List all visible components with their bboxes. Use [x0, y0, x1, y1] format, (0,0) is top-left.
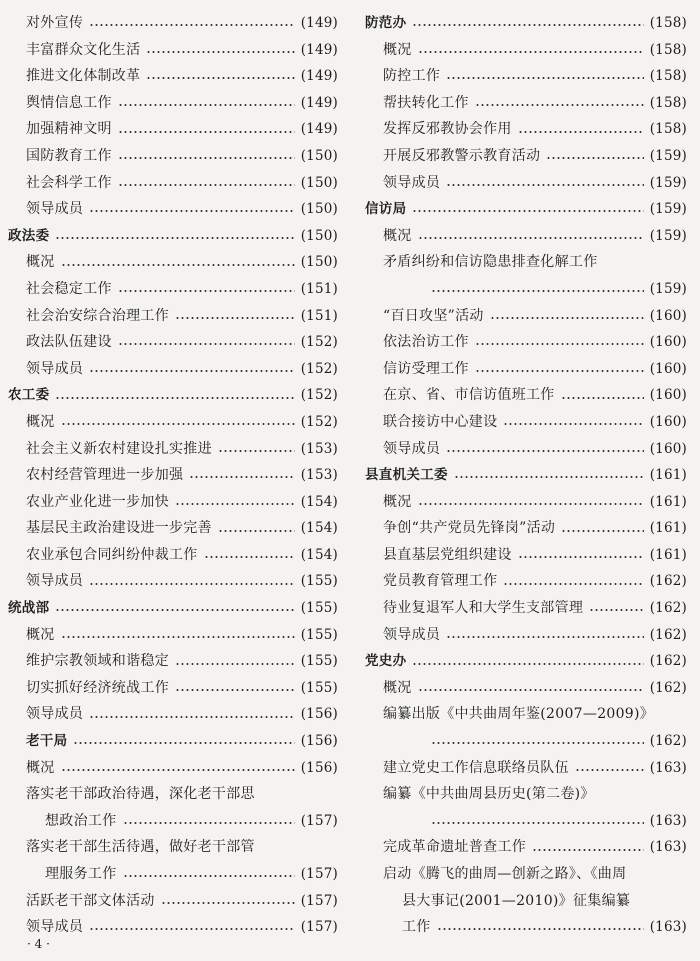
toc-entry-title: 党史办 [365, 653, 407, 670]
toc-entry-title: 领导成员 [383, 440, 441, 457]
toc-entry-title: 防控工作 [383, 68, 441, 85]
toc-section-heading [8, 382, 338, 409]
toc-entry [365, 728, 687, 755]
leader-dots [55, 397, 294, 399]
toc-entry [8, 143, 338, 170]
toc-entry [365, 515, 687, 542]
leader-dots [532, 849, 644, 851]
toc-page-ref: (161) [649, 467, 687, 484]
toc-entry-title: 编纂出版《中共曲周年鉴(2007—2009)》 [383, 706, 655, 723]
toc-entry [365, 63, 687, 90]
leader-dots [431, 822, 644, 824]
toc-page-ref: (163) [649, 919, 687, 936]
toc-entry [365, 675, 687, 702]
toc-entry-title: 基层民主政治建设进一步完善 [26, 520, 212, 537]
leader-dots [73, 742, 294, 744]
toc-section-heading [365, 10, 687, 37]
toc-entry [365, 595, 687, 622]
toc-entry [365, 914, 687, 941]
toc-page-ref: (159) [649, 147, 687, 164]
leader-dots [518, 131, 644, 133]
toc-entry-title: 领导成员 [26, 360, 84, 377]
toc-entry [8, 303, 338, 330]
toc-page-ref: (152) [300, 334, 338, 351]
leader-dots [189, 476, 294, 478]
toc-entry [365, 249, 687, 276]
toc-entry [8, 409, 338, 436]
leader-dots [475, 370, 644, 372]
toc-page-ref: (154) [300, 520, 338, 537]
toc-entry [365, 329, 687, 356]
toc-section-heading [365, 648, 687, 675]
toc-entry-title: 概况 [383, 679, 412, 696]
toc-entry-title: 编纂《中共曲周县历史(第二卷)》 [383, 786, 595, 803]
toc-entry [365, 382, 687, 409]
toc-page-ref: (152) [300, 387, 338, 404]
toc-entry-title: 领导成员 [26, 573, 84, 590]
toc-entry-title: 待业复退军人和大学生支部管理 [383, 600, 584, 617]
toc-entry [8, 675, 338, 702]
toc-entry-title: 发挥反邪教协会作用 [383, 121, 512, 138]
toc-entry [365, 276, 687, 303]
toc-entry-title: 社会稳定工作 [26, 280, 112, 297]
leader-dots [204, 556, 295, 558]
toc-page-ref: (158) [649, 94, 687, 111]
toc-entry [8, 808, 338, 835]
toc-page-ref: (155) [300, 573, 338, 590]
toc-section-heading [365, 462, 687, 489]
leader-dots [589, 609, 643, 611]
leader-dots [412, 663, 643, 665]
toc-entry-title: 完成革命遗址普查工作 [383, 839, 526, 856]
leader-dots [55, 609, 294, 611]
page-number: · 4 · [27, 937, 50, 951]
leader-dots [446, 450, 643, 452]
toc-page-ref: (162) [649, 573, 687, 590]
toc-entry-title: 想政治工作 [45, 812, 117, 829]
leader-dots [431, 290, 644, 292]
toc-entry-title: 领导成员 [383, 174, 441, 191]
toc-entry [8, 10, 338, 37]
leader-dots [431, 742, 644, 744]
toc-page-ref: (154) [300, 546, 338, 563]
leader-dots [118, 131, 295, 133]
toc-page-ref: (151) [300, 280, 338, 297]
toc-entry-title: 矛盾纠纷和信访隐患排查化解工作 [383, 254, 598, 271]
leader-dots [61, 769, 295, 771]
toc-page-ref: (162) [649, 733, 687, 750]
toc-page-ref: (157) [300, 892, 338, 909]
toc-entry-title: 推进文化体制改革 [26, 68, 141, 85]
toc-entry-title: 社会主义新农村建设扎实推进 [26, 440, 212, 457]
toc-page-ref: (160) [649, 360, 687, 377]
toc-page-ref: (153) [300, 467, 338, 484]
toc-entry [8, 63, 338, 90]
leader-dots [118, 184, 295, 186]
toc-page-ref: (162) [649, 679, 687, 696]
toc-entry-title: 县大事记(2001—2010)》征集编纂 [402, 892, 631, 909]
leader-dots [503, 423, 643, 425]
toc-entry-title: 老干局 [26, 733, 68, 750]
toc-entry [365, 489, 687, 516]
toc-entry-title: 概况 [383, 227, 412, 244]
toc-entry [8, 781, 338, 808]
toc-page-ref: (149) [300, 68, 338, 85]
leader-dots [61, 636, 295, 638]
toc-page-ref: (158) [649, 68, 687, 85]
toc-right-column [365, 10, 687, 941]
toc-entry [365, 356, 687, 383]
toc-entry-title: 维护宗教领域和谐稳定 [26, 653, 169, 670]
toc-entry-title: 党员教育管理工作 [383, 573, 498, 590]
toc-page-ref: (161) [649, 546, 687, 563]
toc-entry-title: 概况 [26, 254, 55, 271]
toc-entry [365, 116, 687, 143]
toc-page-ref: (161) [649, 493, 687, 510]
toc-entry-title: 概况 [383, 41, 412, 58]
toc-entry-title: 在京、省、市信访值班工作 [383, 387, 555, 404]
toc-section-heading [8, 728, 338, 755]
toc-entry [8, 622, 338, 649]
toc-entry-title: 落实老干部生活待遇，做好老干部管 [26, 839, 255, 856]
leader-dots [561, 397, 644, 399]
leader-dots [89, 583, 294, 585]
toc-section-heading [8, 223, 338, 250]
leader-dots [475, 343, 644, 345]
toc-entry [8, 276, 338, 303]
toc-entry-title: 农工委 [8, 387, 50, 404]
toc-entry-title: 领导成员 [26, 919, 84, 936]
toc-page-ref: (158) [649, 15, 687, 31]
toc-entry [365, 568, 687, 595]
toc-entry [8, 888, 338, 915]
toc-entry [365, 223, 687, 250]
toc-entry [365, 861, 687, 888]
toc-entry-title: 领导成员 [26, 201, 84, 218]
toc-page-ref: (163) [649, 839, 687, 856]
leader-dots [89, 370, 294, 372]
toc-entry [8, 37, 338, 64]
toc-page-ref: (157) [300, 812, 338, 829]
toc-entry-title: 丰富群众文化生活 [26, 41, 141, 58]
toc-page-ref: (155) [300, 679, 338, 696]
leader-dots [446, 184, 643, 186]
leader-dots [89, 716, 294, 718]
toc-entry [365, 37, 687, 64]
toc-page-ref: (158) [649, 41, 687, 58]
toc-entry-title: 联合接访中心建设 [383, 413, 498, 430]
leader-dots [418, 689, 644, 691]
toc-entry [8, 436, 338, 463]
leader-dots [437, 928, 644, 930]
leader-dots [118, 343, 295, 345]
leader-dots [503, 583, 643, 585]
toc-entry [8, 834, 338, 861]
toc-entry [365, 622, 687, 649]
toc-entry [8, 462, 338, 489]
toc-entry-title: 政法队伍建设 [26, 334, 112, 351]
toc-entry-title: 概况 [26, 759, 55, 776]
leader-dots [546, 157, 643, 159]
toc-entry-title: 概况 [383, 493, 412, 510]
toc-entry-title: 防范办 [365, 15, 407, 31]
toc-page-ref: (152) [300, 413, 338, 430]
toc-page-ref: (156) [300, 759, 338, 776]
toc-page-ref: (149) [300, 41, 338, 58]
toc-entry [365, 409, 687, 436]
leader-dots [575, 769, 644, 771]
toc-entry [8, 914, 338, 941]
toc-entry [365, 303, 687, 330]
toc-entry-title: 县直基层党组织建设 [383, 546, 512, 563]
toc-entry [365, 701, 687, 728]
toc-section-heading [365, 196, 687, 223]
leader-dots [161, 902, 295, 904]
toc-entry-title: 开展反邪教警示教育活动 [383, 147, 541, 164]
leader-dots [61, 423, 295, 425]
toc-page-ref: (160) [649, 334, 687, 351]
toc-page-ref: (160) [649, 440, 687, 457]
toc-page-ref: (155) [300, 626, 338, 643]
toc-entry [8, 542, 338, 569]
toc-entry [8, 755, 338, 782]
toc-entry [365, 888, 687, 915]
toc-page-ref: (158) [649, 121, 687, 138]
toc-entry [365, 143, 687, 170]
toc-page-ref: (150) [300, 227, 338, 244]
toc-entry [365, 755, 687, 782]
toc-page-ref: (149) [300, 94, 338, 111]
leader-dots [412, 210, 643, 212]
toc-entry [8, 489, 338, 516]
toc-page-ref: (157) [300, 919, 338, 936]
leader-dots [446, 77, 643, 79]
toc-page-ref: (150) [300, 147, 338, 164]
toc-entry [365, 781, 687, 808]
toc-page-ref: (157) [300, 866, 338, 882]
leader-dots [218, 450, 295, 452]
toc-entry-title: 理服务工作 [45, 866, 117, 882]
toc-entry-title: 概况 [26, 626, 55, 643]
toc-entry [8, 116, 338, 143]
toc-entry-title: 工作 [402, 919, 431, 936]
toc-entry [8, 515, 338, 542]
toc-entry-title: 争创“共产党员先锋岗”活动 [383, 520, 556, 537]
toc-page-ref: (153) [300, 440, 338, 457]
toc-page-ref: (159) [649, 201, 687, 218]
toc-entry-title: 社会治安综合治理工作 [26, 307, 169, 324]
toc-entry [8, 249, 338, 276]
leader-dots [418, 237, 644, 239]
toc-entry-title: 领导成员 [383, 626, 441, 643]
toc-page-ref: (162) [649, 653, 687, 670]
toc-page-ref: (155) [300, 653, 338, 670]
toc-entry-title: 社会科学工作 [26, 174, 112, 191]
leader-dots [175, 317, 295, 319]
toc-page-ref: (162) [649, 626, 687, 643]
leader-dots [89, 24, 294, 26]
toc-page-ref: (154) [300, 493, 338, 510]
leader-dots [446, 636, 643, 638]
toc-entry-title: 信访局 [365, 201, 407, 218]
toc-page-ref: (155) [300, 600, 338, 617]
toc-page-ref: (152) [300, 360, 338, 377]
toc-entry-title: “百日攻坚”活动 [383, 307, 484, 324]
leader-dots [118, 157, 295, 159]
leader-dots [89, 928, 294, 930]
toc-entry [365, 834, 687, 861]
leader-dots [518, 556, 644, 558]
toc-page-ref: (150) [300, 254, 338, 271]
leader-dots [89, 210, 294, 212]
toc-entry [365, 808, 687, 835]
toc-page-ref: (162) [649, 600, 687, 617]
toc-entry [365, 542, 687, 569]
leader-dots [475, 104, 644, 106]
toc-entry [365, 436, 687, 463]
toc-entry [8, 356, 338, 383]
leader-dots [454, 476, 644, 478]
toc-entry-title: 帮扶转化工作 [383, 94, 469, 111]
toc-page-ref: (151) [300, 307, 338, 324]
toc-entry [365, 90, 687, 117]
toc-section-heading [8, 595, 338, 622]
leader-dots [412, 24, 643, 26]
toc-entry-title: 国防教育工作 [26, 147, 112, 164]
toc-page-ref: (160) [649, 387, 687, 404]
toc-page-ref: (163) [649, 759, 687, 776]
toc-entry-title: 农村经营管理进一步加强 [26, 467, 184, 484]
toc-entry [8, 170, 338, 197]
toc-entry-title: 活跃老干部文体活动 [26, 892, 155, 909]
toc-page-ref: (160) [649, 307, 687, 324]
leader-dots [123, 822, 295, 824]
toc-page-ref: (149) [300, 15, 338, 31]
toc-entry-title: 切实抓好经济统战工作 [26, 679, 169, 696]
leader-dots [175, 503, 295, 505]
leader-dots [418, 503, 644, 505]
toc-page-ref: (159) [649, 174, 687, 191]
toc-entry [8, 196, 338, 223]
leader-dots [118, 290, 295, 292]
toc-entry-title: 政法委 [8, 227, 50, 244]
toc-entry-title: 统战部 [8, 600, 50, 617]
leader-dots [218, 530, 295, 532]
toc-entry [8, 329, 338, 356]
toc-entry-title: 启动《腾飞的曲周—创新之路》、《曲周 [383, 866, 627, 882]
toc-page-ref: (150) [300, 174, 338, 191]
toc-entry-title: 领导成员 [26, 706, 84, 723]
leader-dots [118, 104, 295, 106]
leader-dots [61, 264, 295, 266]
toc-page-ref: (149) [300, 121, 338, 138]
leader-dots [490, 317, 644, 319]
toc-entry-title: 概况 [26, 413, 55, 430]
toc-entry-title: 对外宣传 [26, 15, 84, 31]
leader-dots [55, 237, 294, 239]
toc-entry [8, 861, 338, 888]
toc-entry-title: 落实老干部政治待遇，深化老干部思 [26, 786, 255, 803]
toc-entry [8, 701, 338, 728]
toc-entry [8, 90, 338, 117]
toc-page-ref: (159) [649, 280, 687, 297]
toc-entry-title: 农业承包合同纠纷仲裁工作 [26, 546, 198, 563]
toc-entry [8, 648, 338, 675]
toc-entry-title: 建立党史工作信息联络员队伍 [383, 759, 569, 776]
toc-entry-title: 加强精神文明 [26, 121, 112, 138]
toc-page-ref: (156) [300, 733, 338, 750]
toc-page-ref: (150) [300, 201, 338, 218]
toc-entry-title: 农业产业化进一步加快 [26, 493, 169, 510]
toc-entry [8, 568, 338, 595]
leader-dots [175, 663, 295, 665]
toc-page-ref: (163) [649, 812, 687, 829]
leader-dots [175, 689, 295, 691]
leader-dots [418, 51, 644, 53]
leader-dots [123, 875, 295, 877]
toc-entry-title: 信访受理工作 [383, 360, 469, 377]
leader-dots [146, 77, 294, 79]
toc-entry-title: 县直机关工委 [365, 467, 448, 484]
toc-page-ref: (160) [649, 413, 687, 430]
toc-entry-title: 舆情信息工作 [26, 94, 112, 111]
toc-page-ref: (159) [649, 227, 687, 244]
leader-dots [146, 51, 294, 53]
toc-entry [365, 170, 687, 197]
toc-page-ref: (161) [649, 520, 687, 537]
leader-dots [561, 530, 643, 532]
toc-entry-title: 依法治访工作 [383, 334, 469, 351]
toc-left-column [8, 10, 338, 941]
toc-page-ref: (156) [300, 706, 338, 723]
